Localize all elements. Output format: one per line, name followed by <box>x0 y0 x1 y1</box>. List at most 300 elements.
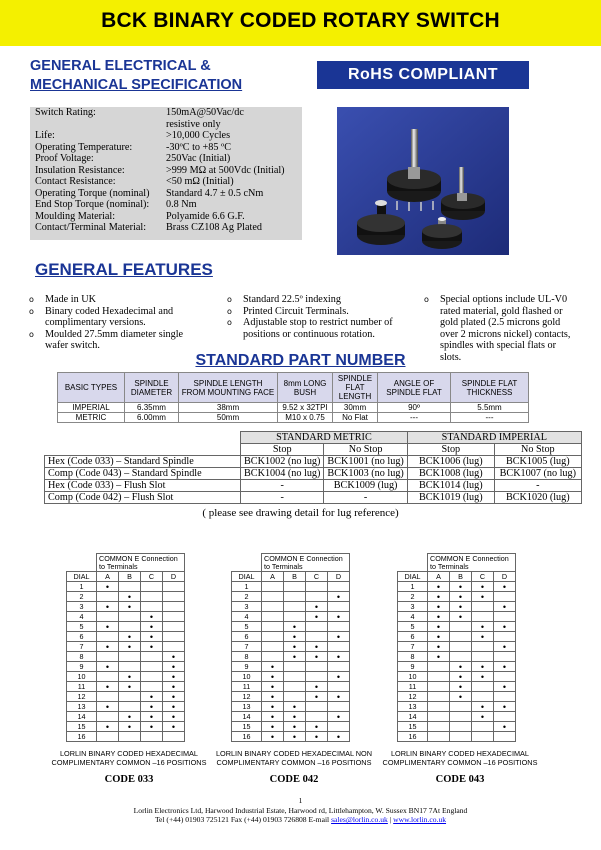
empty-cell <box>284 602 306 612</box>
contact-dot: • <box>284 652 306 662</box>
empty-cell <box>141 602 163 612</box>
feature-text: Moulded 27.5mm diameter single wafer switch. <box>45 328 184 351</box>
pn-cell: 9.52 x 32TPI <box>278 403 333 413</box>
contact-dot: • <box>262 732 284 742</box>
dial-row <box>232 582 350 592</box>
feature-item <box>227 306 397 318</box>
imperial-no-stop-header: No Stop <box>494 444 581 456</box>
contact-dot: • <box>328 692 350 702</box>
spec-value: Brass CZ108 Ag Plated <box>166 222 262 233</box>
contact-dot: • <box>494 702 516 712</box>
dial-position: 3 <box>398 602 428 612</box>
empty-cell <box>97 692 119 702</box>
pn-cell: 90º <box>378 403 451 413</box>
empty-cell <box>428 692 450 702</box>
empty-cell <box>450 652 472 662</box>
part-number-header-row <box>58 373 529 403</box>
dial-row <box>232 702 350 712</box>
spec-row <box>30 199 302 211</box>
contact-dot: • <box>141 612 163 622</box>
spec-value: Standard 4.7 ± 0.5 cNm <box>166 187 264 199</box>
std-part-cell: - <box>494 480 581 492</box>
dial-row <box>398 712 516 722</box>
pn-cell: 30mm <box>333 403 378 413</box>
contact-dot: • <box>163 662 185 672</box>
empty-cell <box>328 722 350 732</box>
contact-dot: • <box>119 592 141 602</box>
contact-dot: • <box>97 642 119 652</box>
contact-dot: • <box>472 672 494 682</box>
feature-item <box>29 306 194 329</box>
dial-position: 6 <box>232 632 262 642</box>
empty-cell <box>119 732 141 742</box>
std-imperial-header: STANDARD IMPERIAL <box>407 432 581 444</box>
empty-cell <box>472 602 494 612</box>
std-row <box>45 456 582 468</box>
contact-dot: • <box>262 672 284 682</box>
std-part-cell: - <box>324 492 407 504</box>
footer-address: Lorlin Electronics Ltd, Harwood Industrial Estate, Harwood rd, Littlehampton, W. Sussex BN17 7At England <box>133 805 468 815</box>
page-number: 1 <box>298 796 303 805</box>
std-part-cell: - <box>241 492 324 504</box>
dial-position: 6 <box>398 632 428 642</box>
dial-row <box>232 612 350 622</box>
spec-heading-line1: GENERAL ELECTRICAL & <box>30 58 211 74</box>
metric-no-stop-header: No Stop <box>324 444 407 456</box>
empty-cell <box>306 622 328 632</box>
contact-dot: • <box>97 682 119 692</box>
empty-cell <box>328 582 350 592</box>
feature-item <box>227 317 397 340</box>
pn-cell: 6.00mm <box>125 413 179 423</box>
dial-position: 2 <box>232 592 262 602</box>
empty-cell <box>97 712 119 722</box>
empty-cell <box>262 602 284 612</box>
dial-position: 15 <box>398 722 428 732</box>
contact-dot: • <box>262 692 284 702</box>
pn-cell: 38mm <box>179 403 278 413</box>
contact-dot: • <box>141 632 163 642</box>
contact-dot: • <box>163 692 185 702</box>
empty-cell <box>494 672 516 682</box>
drawing-note: ( please see drawing detail for lug reference) <box>202 507 399 519</box>
empty-cell <box>97 612 119 622</box>
empty-cell <box>428 662 450 672</box>
bullet-icon: o <box>29 295 34 304</box>
dial-position: 5 <box>67 622 97 632</box>
metric-stop-header: Stop <box>241 444 324 456</box>
common-e-label: COMMON E Connection to Terminals <box>428 554 516 572</box>
feature-text: Adjustable stop to restrict number of positions or continuous rotation. <box>243 317 393 340</box>
contact-dot: • <box>494 682 516 692</box>
contact-dot: • <box>450 662 472 672</box>
empty-cell <box>284 682 306 692</box>
spec-key: Operating Temperature: <box>35 141 133 153</box>
contact-dot: • <box>450 682 472 692</box>
dial-position: 10 <box>232 672 262 682</box>
features-heading: GENERAL FEATURES <box>35 260 213 279</box>
std-stop-header-row <box>45 444 582 456</box>
empty-cell <box>163 732 185 742</box>
dial-position: 16 <box>232 732 262 742</box>
contact-dot: • <box>328 712 350 722</box>
spec-row <box>30 153 302 165</box>
spec-heading <box>30 57 242 95</box>
contact-dot: • <box>163 702 185 712</box>
dial-position: 15 <box>232 722 262 732</box>
dial-row <box>232 632 350 642</box>
spec-row <box>30 176 302 188</box>
empty-cell <box>163 632 185 642</box>
dial-row <box>67 702 185 712</box>
empty-cell <box>163 642 185 652</box>
empty-cell <box>494 632 516 642</box>
empty-cell <box>262 612 284 622</box>
contact-dot: • <box>262 702 284 712</box>
dial-position: 11 <box>398 682 428 692</box>
empty-cell <box>97 632 119 642</box>
dial-position: 14 <box>67 712 97 722</box>
dial-row <box>398 682 516 692</box>
rohs-badge: RoHS COMPLIANT <box>317 61 529 89</box>
dial-position: 8 <box>67 652 97 662</box>
empty-cell <box>163 612 185 622</box>
pn-header-cell: SPINDLE FLAT LENGTH <box>333 373 378 403</box>
empty-cell <box>450 722 472 732</box>
dial-position: 16 <box>67 732 97 742</box>
empty-cell <box>97 592 119 602</box>
empty-cell <box>284 672 306 682</box>
std-part-cell: BCK1019 (lug) <box>407 492 494 504</box>
empty-cell <box>97 652 119 662</box>
contact-dot: • <box>284 642 306 652</box>
dial-row <box>67 592 185 602</box>
empty-cell <box>472 722 494 732</box>
empty-cell <box>328 602 350 612</box>
contact-dot: • <box>262 662 284 672</box>
website-link[interactable]: www.lorlin.co.uk <box>393 815 447 824</box>
empty-cell <box>428 732 450 742</box>
dial-row <box>67 622 185 632</box>
contact-dot: • <box>97 702 119 712</box>
dial-position: 13 <box>232 702 262 712</box>
empty-cell <box>163 622 185 632</box>
dial-col-header: B <box>284 572 306 582</box>
std-row <box>45 468 582 480</box>
dial-col-header: A <box>262 572 284 582</box>
contact-dot: • <box>163 682 185 692</box>
dial-row <box>232 662 350 672</box>
contact-dot: • <box>141 622 163 632</box>
feature-text: Special options include UL-V0 rated material, gold flashed or gold plated (2.5 microns gold over 2 microns nickel) contacts, spindles with special flats or slots. <box>440 294 571 363</box>
contact-dot: • <box>163 672 185 682</box>
empty-cell <box>119 662 141 672</box>
dial-col-header: D <box>328 572 350 582</box>
dial-row <box>67 632 185 642</box>
dial-col-header: D <box>494 572 516 582</box>
empty-cell <box>428 702 450 712</box>
empty-cell <box>306 712 328 722</box>
empty-cell <box>141 672 163 682</box>
contact-dot: • <box>328 632 350 642</box>
dial-position: 9 <box>67 662 97 672</box>
contact-dot: • <box>284 722 306 732</box>
empty-cell <box>141 682 163 692</box>
contact-dot: • <box>450 592 472 602</box>
dial-position: 10 <box>67 672 97 682</box>
dial-position: 8 <box>232 652 262 662</box>
bullet-icon: o <box>227 295 232 304</box>
spec-row <box>30 165 302 177</box>
pn-header-cell: ANGLE OF SPINDLE FLAT <box>378 373 451 403</box>
dial-row <box>398 652 516 662</box>
dial-row <box>67 682 185 692</box>
dial-position: 6 <box>67 632 97 642</box>
dial-row <box>67 712 185 722</box>
dial-table-code-043 <box>397 553 516 742</box>
contact-dot: • <box>97 602 119 612</box>
common-e-label: COMMON E Connection to Terminals <box>97 554 185 572</box>
dial-row <box>398 722 516 732</box>
contact-dot: • <box>472 712 494 722</box>
pn-cell: 6.35mm <box>125 403 179 413</box>
contact-dot: • <box>163 652 185 662</box>
std-part-cell: BCK1006 (lug) <box>407 456 494 468</box>
pn-cell: METRIC <box>58 413 125 423</box>
empty-cell <box>141 582 163 592</box>
dial-position: 7 <box>67 642 97 652</box>
std-part-cell: - <box>241 480 324 492</box>
contact-dot: • <box>119 712 141 722</box>
pn-row <box>58 403 529 413</box>
dial-row <box>398 702 516 712</box>
std-row <box>45 492 582 504</box>
dial-row <box>232 682 350 692</box>
empty-cell <box>284 692 306 702</box>
contact-dot: • <box>97 582 119 592</box>
pn-header-cell: SPINDLE FLAT THICKNESS <box>451 373 529 403</box>
contact-dot: • <box>428 632 450 642</box>
spec-key: Proof Voltage: <box>35 153 94 164</box>
contact-dot: • <box>306 642 328 652</box>
email-link[interactable]: sales@lorlin.co.uk <box>331 815 388 824</box>
std-part-cell: BCK1008 (lug) <box>407 468 494 480</box>
dial-col-header: C <box>472 572 494 582</box>
footer-contact <box>0 815 601 825</box>
spec-value: <50 mΩ (Initial) <box>166 176 234 187</box>
empty-cell <box>428 672 450 682</box>
contact-dot: • <box>163 712 185 722</box>
dial-row <box>232 592 350 602</box>
contact-dot: • <box>494 662 516 672</box>
dial-row <box>398 692 516 702</box>
dial-position: 3 <box>232 602 262 612</box>
empty-cell <box>284 612 306 622</box>
empty-cell <box>494 732 516 742</box>
spec-value: resistive only <box>166 118 221 130</box>
empty-cell <box>450 632 472 642</box>
empty-cell <box>141 592 163 602</box>
spec-row <box>30 119 302 131</box>
dial-row <box>232 722 350 732</box>
empty-cell <box>328 662 350 672</box>
contact-dot: • <box>306 612 328 622</box>
std-part-cell: BCK1014 (lug) <box>407 480 494 492</box>
bullet-icon: o <box>29 306 34 316</box>
dial-position: 1 <box>67 582 97 592</box>
spec-value: >10,000 Cycles <box>166 130 231 141</box>
empty-cell <box>328 702 350 712</box>
contact-dot: • <box>119 682 141 692</box>
spec-value: 250Vac (Initial) <box>166 153 231 164</box>
product-photo <box>337 107 509 255</box>
empty-cell <box>428 722 450 732</box>
dial-position: 9 <box>398 662 428 672</box>
contact-dot: • <box>306 652 328 662</box>
contact-dot: • <box>262 712 284 722</box>
empty-cell <box>284 662 306 672</box>
contact-dot: • <box>428 642 450 652</box>
contact-dot: • <box>141 712 163 722</box>
feature-item <box>227 294 397 306</box>
empty-cell <box>306 582 328 592</box>
dial-position: 1 <box>398 582 428 592</box>
dial-row <box>232 602 350 612</box>
empty-cell <box>472 682 494 692</box>
empty-cell <box>119 692 141 702</box>
dial-row <box>398 642 516 652</box>
empty-cell <box>450 702 472 712</box>
contact-dot: • <box>284 712 306 722</box>
empty-cell <box>328 682 350 692</box>
dial-position: 16 <box>398 732 428 742</box>
dial-row <box>67 652 185 662</box>
spec-key: Switch Rating: <box>35 107 96 118</box>
dial-position: 15 <box>67 722 97 732</box>
dial-col-header: C <box>306 572 328 582</box>
dial-common-row <box>232 554 350 572</box>
spec-key: Life: <box>35 130 55 141</box>
contact-dot: • <box>328 652 350 662</box>
contact-dot: • <box>428 592 450 602</box>
empty-cell <box>494 712 516 722</box>
spec-key: Moulding Material: <box>35 210 116 222</box>
empty-cell <box>119 612 141 622</box>
contact-dot: • <box>472 622 494 632</box>
std-row-label: Hex (Code 033) – Flush Slot <box>45 480 241 492</box>
dial-table-caption: LORLIN BINARY CODED HEXADECIMAL NON COMPLIMENTARY COMMON –16 POSITIONS <box>216 749 372 767</box>
dial-row <box>67 722 185 732</box>
dial-position: 4 <box>232 612 262 622</box>
contact-dot: • <box>306 692 328 702</box>
contact-dot: • <box>262 722 284 732</box>
std-row-label: Comp (Code 042) – Flush Slot <box>45 492 241 504</box>
spec-key: Insulation Resistance: <box>35 164 125 176</box>
dial-row <box>67 602 185 612</box>
dial-common-row <box>67 554 185 572</box>
empty-cell <box>262 642 284 652</box>
spec-row <box>30 130 302 142</box>
common-e-label: COMMON E Connection to Terminals <box>262 554 350 572</box>
contact-dot: • <box>97 662 119 672</box>
dial-row <box>398 612 516 622</box>
contact-dot: • <box>428 602 450 612</box>
std-metric-header: STANDARD METRIC <box>241 432 408 444</box>
pn-row <box>58 413 529 423</box>
dial-row <box>398 662 516 672</box>
contact-dot: • <box>494 582 516 592</box>
std-row-label: Comp (Code 043) – Standard Spindle <box>45 468 241 480</box>
page-title: BCK BINARY CODED ROTARY SWITCH <box>101 9 500 32</box>
feature-text: Standard 22.5º indexing <box>243 294 341 305</box>
contact-dot: • <box>119 642 141 652</box>
dial-position: 13 <box>67 702 97 712</box>
std-row-label: Hex (Code 033) – Standard Spindle <box>45 456 241 468</box>
features-column-2 <box>227 294 397 340</box>
dial-row <box>232 652 350 662</box>
footer-tel-fax: Tel (+44) 01903 725121 Fax (+44) 01903 726808 E-mail <box>154 815 332 824</box>
spec-key <box>30 119 166 131</box>
feature-item <box>29 329 194 352</box>
spec-value: 0.8 Nm <box>166 199 197 210</box>
contact-dot: • <box>328 592 350 602</box>
dial-label: DIAL <box>67 572 97 582</box>
contact-dot: • <box>472 662 494 672</box>
spec-table <box>30 107 302 240</box>
dial-position: 7 <box>398 642 428 652</box>
empty-cell <box>119 702 141 712</box>
pn-header-cell: SPINDLE DIAMETER <box>125 373 179 403</box>
contact-dot: • <box>284 622 306 632</box>
feature-text: Made in UK <box>45 294 96 305</box>
std-part-cell: BCK1003 (no lug) <box>324 468 407 480</box>
standard-parts-table <box>44 431 582 504</box>
dial-table-code: CODE 033 <box>104 774 154 785</box>
contact-dot: • <box>284 702 306 712</box>
contact-dot: • <box>328 732 350 742</box>
dial-row <box>232 622 350 632</box>
contact-dot: • <box>328 672 350 682</box>
contact-dot: • <box>450 582 472 592</box>
feature-item <box>29 294 194 306</box>
contact-dot: • <box>284 732 306 742</box>
dial-row <box>232 692 350 702</box>
spec-row <box>30 142 302 154</box>
dial-position: 4 <box>67 612 97 622</box>
dial-row <box>67 612 185 622</box>
contact-dot: • <box>262 682 284 692</box>
contact-dot: • <box>141 702 163 712</box>
contact-dot: • <box>494 602 516 612</box>
dial-row <box>67 672 185 682</box>
feature-text: Binary coded Hexadecimal and complimentary versions. <box>45 305 174 328</box>
empty-cell <box>494 692 516 702</box>
dial-position: 12 <box>398 692 428 702</box>
imperial-stop-header: Stop <box>407 444 494 456</box>
empty-cell <box>450 712 472 722</box>
dial-position: 11 <box>67 682 97 692</box>
contact-dot: • <box>141 642 163 652</box>
contact-dot: • <box>306 732 328 742</box>
dial-position: 14 <box>232 712 262 722</box>
bullet-icon: o <box>227 318 232 327</box>
pn-cell: M10 x 0.75 <box>278 413 333 423</box>
contact-dot: • <box>97 722 119 732</box>
contact-dot: • <box>494 642 516 652</box>
dial-position: 5 <box>398 622 428 632</box>
empty-cell <box>472 692 494 702</box>
empty-cell <box>163 582 185 592</box>
